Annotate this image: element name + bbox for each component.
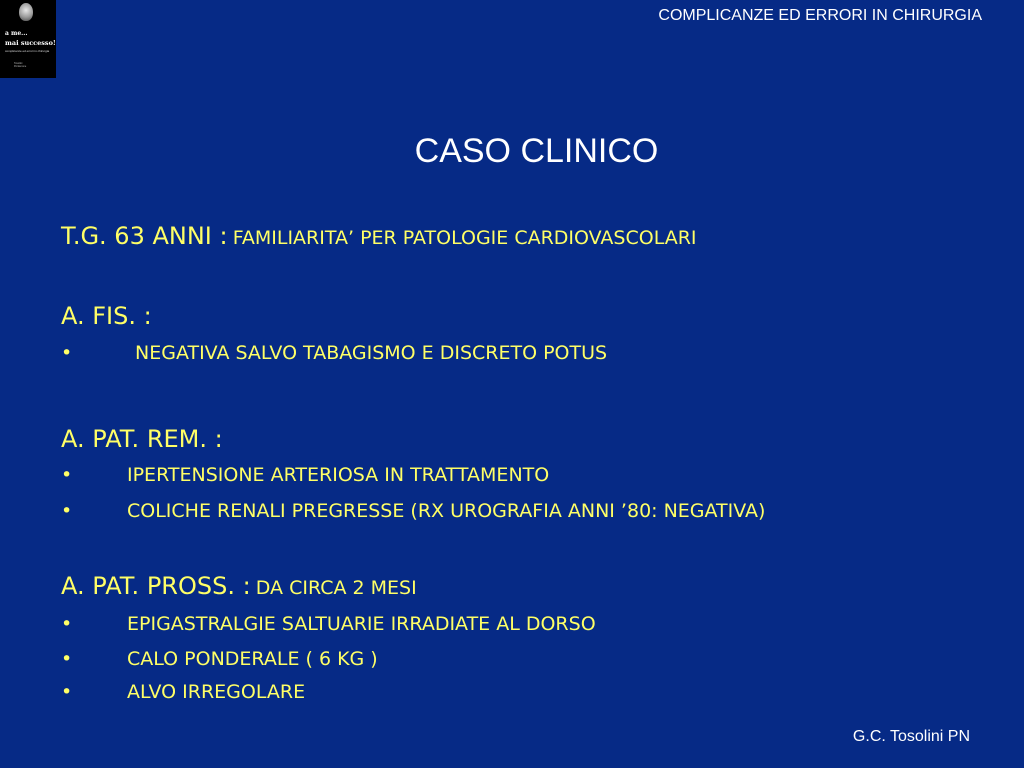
list-item bbox=[61, 342, 607, 364]
patient-label: T.G. 63 ANNI : bbox=[61, 222, 228, 250]
bullet: • bbox=[61, 464, 73, 486]
section-heading bbox=[61, 425, 223, 453]
list-item-text: CALO PONDERALE ( 6 KG ) bbox=[127, 648, 378, 670]
list-item-text: ALVO IRREGOLARE bbox=[127, 681, 306, 703]
slide-footer: G.C. Tosolini PN bbox=[852, 728, 970, 745]
logo-line-3: complicanze ed errori in chirurgia bbox=[5, 49, 50, 53]
logo-line-2: mai successo! bbox=[5, 39, 56, 47]
slide-title: CASO CLINICO bbox=[414, 132, 659, 170]
list-item bbox=[61, 500, 765, 522]
section-heading bbox=[61, 302, 152, 330]
list-item bbox=[61, 613, 596, 635]
list-item-text: NEGATIVA SALVO TABAGISMO E DISCRETO POTUS bbox=[135, 342, 608, 364]
logo-line-1: a me... bbox=[5, 30, 28, 37]
bullet: • bbox=[61, 648, 73, 670]
section-heading-text: A. PAT. REM. : bbox=[61, 425, 223, 453]
bullet: • bbox=[61, 500, 73, 522]
bullet: • bbox=[61, 342, 73, 364]
logo-line-4 bbox=[14, 62, 26, 68]
section-heading bbox=[61, 572, 417, 600]
list-item bbox=[61, 464, 549, 486]
patient-line bbox=[61, 222, 697, 250]
list-item-text: COLICHE RENALI PREGRESSE (RX UROGRAFIA ANNI ’80: NEGATIVA) bbox=[127, 500, 766, 522]
list-item-text: IPERTENSIONE ARTERIOSA IN TRATTAMENTO bbox=[127, 464, 550, 486]
list-item bbox=[61, 648, 378, 670]
section-heading-text: A. PAT. PROSS. : bbox=[61, 572, 251, 600]
logo bbox=[0, 0, 56, 78]
list-item bbox=[61, 681, 305, 703]
patient-detail: FAMILIARITA’ PER PATOLOGIE CARDIOVASCOLARI bbox=[232, 227, 697, 249]
logo-line-5-text: Pordenone bbox=[14, 65, 27, 68]
emblem-icon bbox=[19, 3, 33, 21]
section-heading-extra: DA CIRCA 2 MESI bbox=[255, 577, 417, 599]
list-item-text: EPIGASTRALGIE SALTUARIE IRRADIATE AL DORSO bbox=[127, 613, 596, 635]
logo-line-4-text: Tosolini bbox=[14, 62, 23, 65]
bullet: • bbox=[61, 681, 73, 703]
slide-header: COMPLICANZE ED ERRORI IN CHIRURGIA bbox=[658, 7, 982, 24]
bullet: • bbox=[61, 613, 73, 635]
section-heading-text: A. FIS. : bbox=[61, 302, 152, 330]
